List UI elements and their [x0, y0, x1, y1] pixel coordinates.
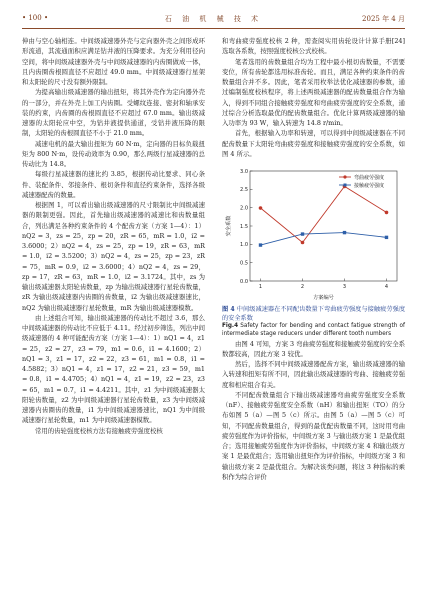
paragraph: 根据图 1，可以看出输出级减速器的尺寸限制比中间级减速器的限制更强。因此，首先输出级减速器的减速比和齿数量组合，列出满足各种约束条件的 4 个配齿方案（方案 1—4）：1）nQ2 = 3，zs = 25，zp = 20，zR = 65，mR = 1.0，i2 = 3.6000；2）nQ2 = 4，zs = 25，zp = 19，zR = 63，mR = 1.0，i2 = 3.5200；3）nQ2 = 4，zs = 25，zp = 23，zR = 75，mR = 0.9，i2 = 3.6000；4）nQ2 = 4，zs = 29，zp = 17，zR = 63，mR = 1.0，i2 = 3.1724。其中，zs 为输出级减速器太阳轮齿数量，zp 为输出级减速器行星轮齿数量，zR 为输出级减速器内齿圈的齿数量，i2 为输出级减速器速比，nQ2 为输出级减速器行星轮数量，mR 为输出级减速器模数。 — [22, 201, 205, 312]
paragraph: 不同配齿数量组合下输出级减速器弯曲疲劳强度安全系数（nF）、接触疲劳强度安全系数（nH）和输出扭矩（TO）的分布如图 5（a）—图 5（c）所示。由图 5（a）—图 5（c）可知，不同配齿数量组合，得到的最优配齿数量不同，这时用弯曲疲劳强度作为评价指标，中间级方案 3 与输出级方案 1 是最优组合；选用接触疲劳强度作为评价指标，中间级方案 4 和输出级方案 1 是最优组合；选用输出扭矩作为评价指标，中间级方案 3 和输出级方案 2 是最优组合。为解决该类问题，将这 3 种指标的乘积作为综合评价 — [222, 390, 405, 481]
legend-label: 接触疲劳强度 — [354, 182, 385, 189]
journal-name: 石 油 机 械 技 术 — [164, 15, 263, 23]
page-number: • 100 • — [22, 14, 49, 22]
x-tick-label: 2 — [300, 284, 305, 290]
figure-title-en: Safety factor for bending and contact fatigue strength of intermediate stage reducers under different tooth numbers — [222, 323, 405, 337]
paragraph: 常用的齿轮强度校核方法有接触疲劳强度校核 — [35, 426, 163, 435]
figure-number: 图 4 — [222, 306, 235, 313]
legend-marker — [343, 175, 346, 178]
y-axis-label: 安全系数 — [226, 215, 232, 237]
series-line — [261, 186, 387, 242]
issue-date: 2025 年 4 月 — [362, 15, 405, 23]
header-rule — [22, 28, 405, 29]
paragraph: 笔者选用的齿数量组合均为工程中最小根切齿数量，不需要变位，所有齿轮都选用标准齿轮。而且，满足各种约束条件的齿数量组合并不多。因此，笔者采用枚举法优化减速器的参数，通过编制强度校核程序，将上述两级减速器的配齿数量组合作为输入，得到不同组合接触疲劳强度和弯曲疲劳强度的安全系数，通过综合分析选取最优的配齿数量组合。优化计算两级减速器的输入功率为 93 W，输入转速为 14.8 r/min。 — [222, 57, 405, 127]
data-point — [301, 241, 305, 245]
y-tick-label: 2.5 — [240, 187, 248, 194]
paragraph: 每级行星减速器的速比约 3.85，根据传动比要求、同心条件、装配条件、邻接条件、根切条件和直径约束条件，选择各级减速器配齿的数量。 — [22, 170, 205, 199]
paragraph: 和弯曲疲劳强度校核 2 种，需查阅实用齿轮设计计算手册[24] 选取各系数，按照强度校核公式校核。 — [222, 37, 405, 56]
y-tick-label: 1.5 — [240, 223, 248, 230]
y-tick-label: 1.0 — [240, 242, 248, 249]
legend-marker — [344, 184, 347, 187]
paragraph: 为提高输出级减速器的输出扭矩，将其外壳作为定向器外壳的一部分，并在外壳上加工内齿圈。受螺纹连接、密封和轴承安装的约束，内齿圈的齿根圆直径不应超过 67.0 mm。输出级减速器的太阳轮应中空，为钻井液提供通道，受钻井液压降的限制，太阳轮的齿根圆直径不小于 21.0 mm。 — [22, 88, 205, 138]
paragraph: 然后，选择不同中间级减速器配齿方案，输出级减速器的输入转速和扭矩有所不同，因此输出级减速器的弯曲、接触疲劳强度和相应组合有关。 — [222, 360, 405, 389]
paragraph: 伸由与空心轴相连。中间级减速器外壳与定向器外壳之间形成环形流道，其流通面积应满足钻井液的压降要求。为充分利用径向空间，将中间级减速器外壳与中间级减速器的内齿圈做成一体，且内齿圈齿根圆直径不应超过 49.0 mm。中间级减速器行星架和太阳轮的尺寸没有额外限制。 — [22, 37, 205, 86]
data-point — [301, 232, 304, 235]
y-tick-label: 2.0 — [240, 205, 248, 212]
figure-title-cn: 中间级减速器在不同配齿数量下弯曲疲劳强度与接触疲劳强度的安全系数 — [222, 306, 406, 322]
data-point — [385, 236, 388, 239]
x-axis-label: 方案编号 — [313, 295, 334, 301]
right-column — [222, 36, 405, 482]
series-line — [261, 233, 387, 245]
left-column — [22, 36, 205, 436]
paragraph: 减速电机的最大输出扭矩为 60 N·m，定向器的目标负载扭矩为 800 N·m，设传动效率为 0.90，那么两级行星减速器的总传动比为 14.8。 — [22, 139, 205, 168]
y-tick-label: 0.0 — [240, 278, 248, 285]
figure-caption-en — [222, 323, 405, 339]
paragraph: 由图 4 可知，方案 3 弯曲疲劳强度和接触疲劳强度的安全系数都较高，因此方案 3 较优。 — [222, 339, 405, 358]
legend-label: 弯曲疲劳强度 — [354, 174, 385, 181]
safety-factor-chart — [222, 163, 405, 303]
data-point — [343, 231, 346, 234]
page-header — [22, 14, 405, 26]
figure-number-en: Fig.4 — [222, 323, 239, 329]
data-point — [259, 243, 262, 246]
y-tick-label: 3.0 — [240, 168, 248, 175]
x-tick-label: 4 — [384, 284, 389, 290]
data-point — [259, 206, 263, 210]
paragraph: 由上述组合可知，输出级减速器的传动比不超过 3.6，那么中间级减速器的传动比不应低于 4.11。经过初步筛选，列出中间级减速器的 4 种可能配齿方案（方案 1—4）：1）nQ1 = 4，z1 = 25，z2 = 27，z3 = 79，m1 = 0.6，i1 = 4.1600；2）nQ1 = 3，z1 = 17，z2 = 22，z3 = 61，m1 = 0.8，i1 = 4.5882；3）nQ1 = 4，z1 = 17，z2 = 21，z3 = 59，m1 = 0.8，i1 = 4.4705；4）nQ1 = 4，z1 = 19，z2 = 23，z3 = 65，m1 = 0.7，i1 = 4.4211。其中，z1 为中间级减速器太阳轮齿数量，z2 为中间级减速器行星轮齿数量，z3 为中间级减速器内齿圈齿的数量，i1 为中间级减速器速比，nQ1 为中间级减速器行星轮数量，m1 为中间级减速器模数。 — [22, 313, 205, 425]
figure-caption-cn — [222, 306, 405, 323]
x-tick-label: 1 — [258, 284, 263, 290]
figure-caption — [222, 306, 405, 339]
x-tick-label: 3 — [342, 284, 347, 290]
chart-canvas — [222, 163, 405, 303]
paragraph: 首先，根据输入功率和转速，可以得到中间级减速器在不同配齿数量下太阳轮弯曲疲劳强度和接触疲劳强度的安全系数，如图 4 所示。 — [222, 129, 405, 158]
y-tick-label: 0.5 — [240, 260, 248, 267]
data-point — [385, 211, 389, 215]
